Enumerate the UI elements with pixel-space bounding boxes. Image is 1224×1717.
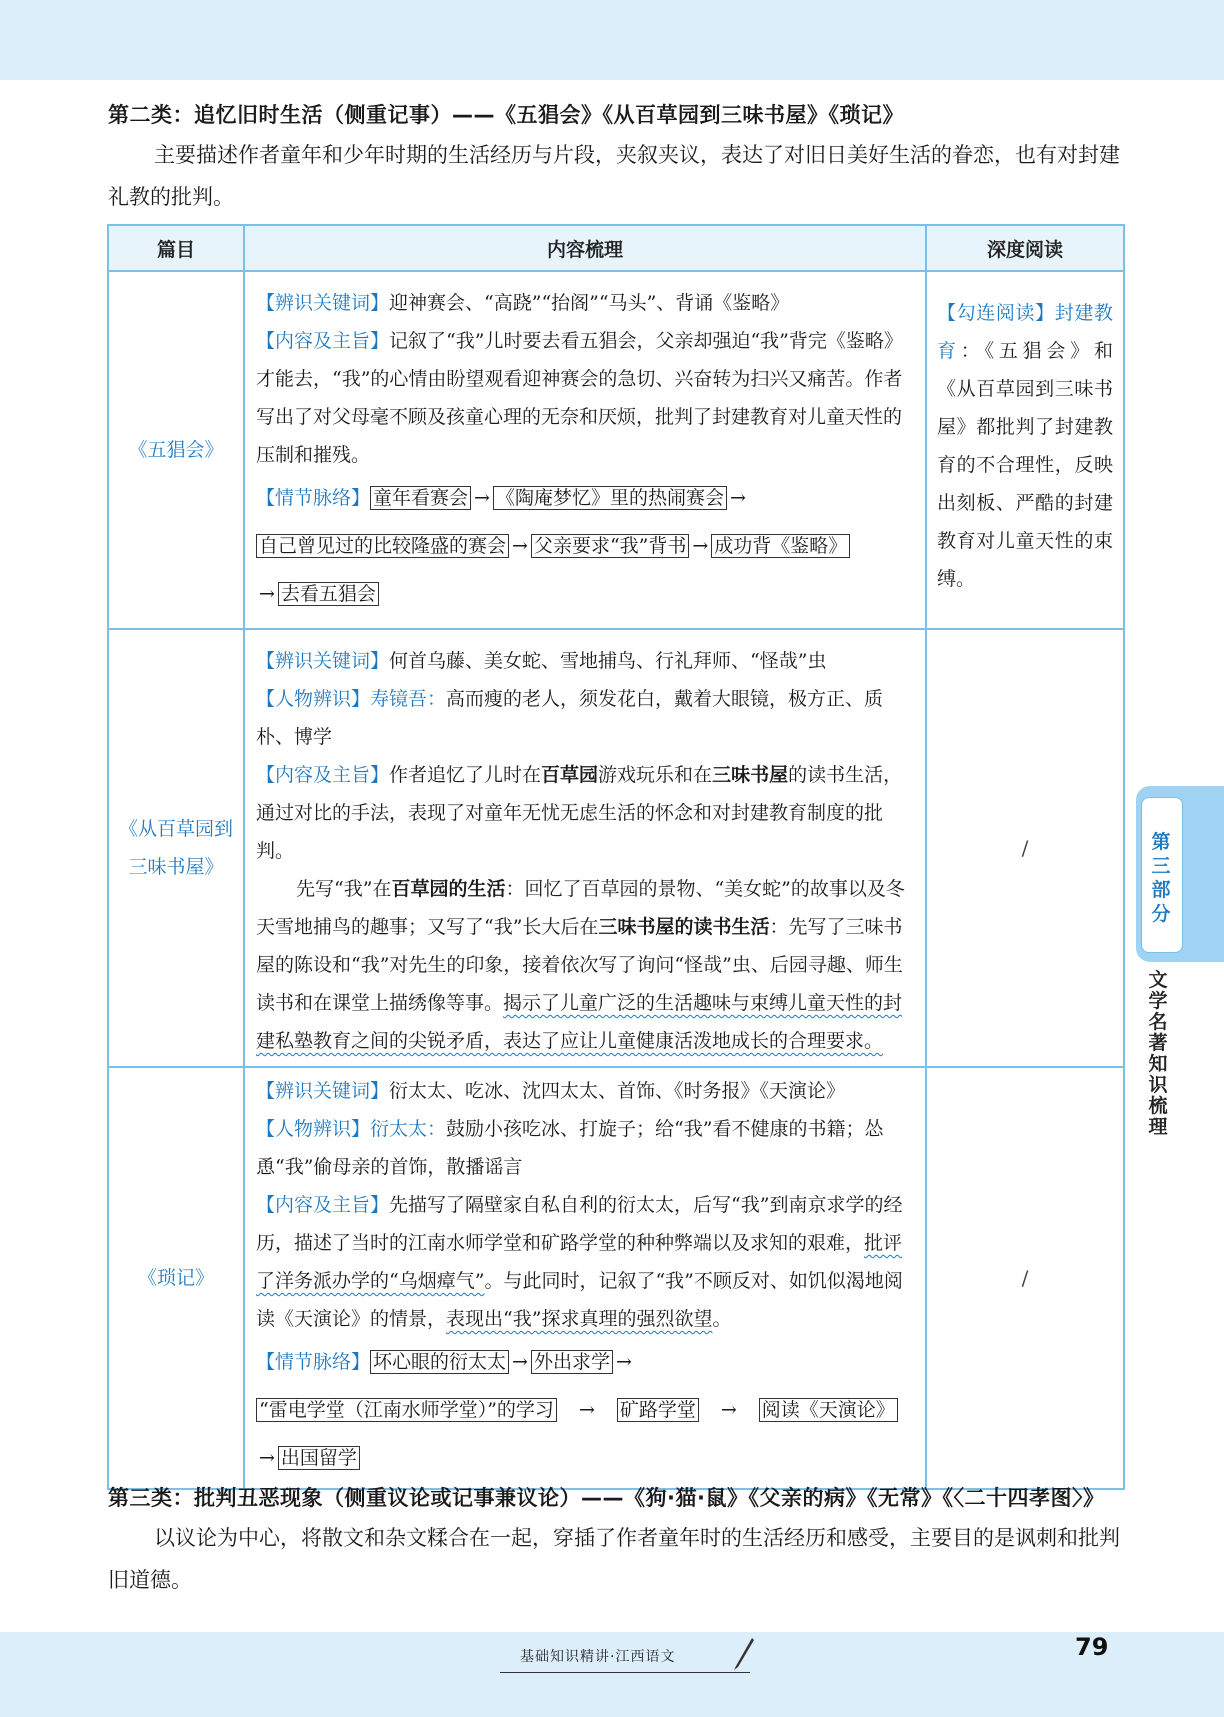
keywords-text: 何首乌藤、美女蛇、雪地捕鸟、行礼拜师、“怪哉”虫 [389,650,827,672]
plot-step: 童年看赛会 [370,486,471,510]
section2-intro: 主要描述作者童年和少年时期的生活经历与片段，夹叙夹议，表达了对旧日美好生活的眷恋，也有对封建礼教的批判。 [108,143,1120,209]
deep-tag-value: 封建教育 [937,302,1113,362]
plot-step: 阅读《天演论》 [759,1398,898,1422]
person-name: 寿镜吾： [370,688,447,710]
header-band [0,0,1224,80]
footer-underline [500,1672,750,1673]
keywords-text: 衍太太、吃冰、沈四太太、首饰、《时务报》《天演论》 [389,1080,846,1102]
header-content: 内容梳理 [244,225,926,271]
highlight-text: 揭示了儿童广泛的生活趣味与束缚儿童天性的封建私塾教育之间的尖锐矛盾，表达了应让儿童健康活泼地成长的合理要求。 [256,992,903,1052]
plot-tag: 【情节脉络】 [256,487,371,509]
row-deep: / [926,629,1124,1067]
keywords-tag: 【辨识关键词】 [256,1080,390,1102]
row-title: 《从百草园到三味书屋》 [108,629,244,1067]
theme-tag: 【内容及主旨】 [256,330,390,352]
row-title: 《五猖会》 [108,271,244,629]
deep-tag: 【勾连阅读】 [937,302,1055,324]
essay-table [107,224,1125,1490]
row-deep: / [926,1067,1124,1489]
side-vertical-label: 文学名著知识梳理 [1148,969,1168,1138]
plot-step: 出国留学 [278,1446,360,1470]
plot-step: 外出求学 [531,1350,613,1374]
table-row [108,1067,1124,1489]
person-desc: 鼓励小孩吃冰、打旋子；给“我”看不健康的书籍；怂恿“我”偷母亲的首饰，散播谣言 [256,1118,884,1178]
header-deep: 深度阅读 [926,225,1124,271]
page-number: 79 [1075,1633,1109,1661]
row-content: 【辨识关键词】迎神赛会、“高跷”“抬阁”“马头”、背诵《鉴略》 【内容及主旨】记叙了“我”儿时要去看五猖会，父亲却强迫“我”背完《鉴略》才能去，“我”的心情由盼望观看迎神赛会的急切、兴奋转为扫兴又痛苦。作者写出了对父母毫不顾及孩童心理的无奈和厌烦，批判了封建教育对儿童天性的压制和摧残。 【情节脉络】 童年看赛会 → 《陶庵梦忆》里的热闹赛会 → 自己曾见过的比较隆盛的赛会 → 父亲要求“我”背书 → 成功背《鉴略》 → 去看五猖会 [244,271,926,629]
row-content: 【辨识关键词】何首乌藤、美女蛇、雪地捕鸟、行礼拜师、“怪哉”虫 【人物辨识】寿镜吾：高而瘦的老人，须发花白，戴着大眼镜，极方正、质朴、博学 【内容及主旨】作者追忆了儿时在百草园游戏玩乐和在三味书屋的读书生活，通过对比的手法，表现了对童年无忧无虑生活的怀念和对封建教育制度的批判。 先写“我”在百草园的生活：回忆了百草园的景物、“美女蛇”的故事以及冬天雪地捕鸟的趣事；又写了“我”长大后在三味书屋的读书生活：先写了三味书屋的陈设和“我”对先生的印象，接着依次写了询问“怪哉”虫、后园寻趣、师生读书和在课堂上描绣像等事。揭示了儿童广泛的生活趣味与束缚儿童天性的封建私塾教育之间的尖锐矛盾，表达了应让儿童健康活泼地成长的合理要求。 [244,629,926,1067]
section2-title: 第二类：追忆旧时生活（侧重记事）——《五猖会》《从百草园到三味书屋》《琐记》 [108,103,904,127]
theme-tag: 【内容及主旨】 [256,764,390,786]
side-tab-label: 第三部分 [1151,831,1171,925]
row-title: 《琐记》 [108,1067,244,1489]
keywords-tag: 【辨识关键词】 [256,650,390,672]
theme-text: 记叙了“我”儿时要去看五猖会，父亲却强迫“我”背完《鉴略》才能去，“我”的心情由盼望观看迎神赛会的急切、兴奋转为扫兴又痛苦。作者写出了对父母毫不顾及孩童心理的无奈和厌烦，批判了封建教育对儿童天性的压制和摧残。 [256,330,903,466]
person-tag: 【人物辨识】 [256,1118,371,1140]
theme-tag: 【内容及主旨】 [256,1194,390,1216]
footer-band [0,1632,1224,1717]
section3-intro: 以议论为中心，将散文和杂文糅合在一起，穿插了作者童年时的生活经历和感受，主要目的是讽刺和批判旧道德。 [108,1526,1120,1592]
plot-step: “雷电学堂（江南水师学堂）”的学习 [256,1398,557,1422]
footer-book-title: 基础知识精讲·江西语文 [520,1649,676,1665]
plot-step: 矿路学堂 [617,1398,699,1422]
table-row [108,271,1124,629]
plot-step: 成功背《鉴略》 [711,534,850,558]
row-content: 【辨识关键词】衍太太、吃冰、沈四太太、首饰、《时务报》《天演论》 【人物辨识】衍太太：鼓励小孩吃冰、打旋子；给“我”看不健康的书籍；怂恿“我”偷母亲的首饰，散播谣言 【内容及主旨】先描写了隔壁家自私自利的衍太太，后写“我”到南京求学的经历，描述了当时的江南水师学堂和矿路学堂的种种弊端以及求知的艰难，批评了洋务派办学的“乌烟瘴气”。与此同时，记叙了“我”不顾反对、如饥似渴地阅读《天演论》的情景，表现出“我”探求真理的强烈欲望。 【情节脉络】 坏心眼的衍太太 → 外出求学 → “雷电学堂（江南水师学堂）”的学习 → 矿路学堂 → 阅读《天演论》 → 出国留学 [244,1067,926,1489]
pen-icon [730,1636,756,1672]
plot-step: 自己曾见过的比较隆盛的赛会 [256,534,509,558]
row-deep [926,271,1124,629]
table-row [108,629,1124,1067]
deep-text: ：《五猖会》和《从百草园到三味书屋》都批判了封建教育的不合理性，反映出刻板、严酷的封建教育对儿童天性的束缚。 [937,340,1113,590]
table-header-row [108,225,1124,271]
person-desc: 高而瘦的老人，须发花白，戴着大眼镜，极方正、质朴、博学 [256,688,884,748]
keywords-tag: 【辨识关键词】 [256,292,390,314]
plot-step: 《陶庵梦忆》里的热闹赛会 [493,486,727,510]
person-tag: 【人物辨识】 [256,688,371,710]
plot-step: 坏心眼的衍太太 [370,1350,509,1374]
plot-tag: 【情节脉络】 [256,1351,371,1373]
section3-title: 第三类：批判丑恶现象（侧重议论或记事兼议论）——《狗·猫·鼠》《父亲的病》《无常》《〈二十四孝图〉》 [108,1486,1105,1510]
header-title: 篇目 [108,225,244,271]
keywords-text: 迎神赛会、“高跷”“抬阁”“马头”、背诵《鉴略》 [389,292,790,314]
plot-step: 父亲要求“我”背书 [531,534,689,558]
person-name: 衍太太： [370,1118,447,1140]
plot-step: 去看五猖会 [278,582,379,606]
